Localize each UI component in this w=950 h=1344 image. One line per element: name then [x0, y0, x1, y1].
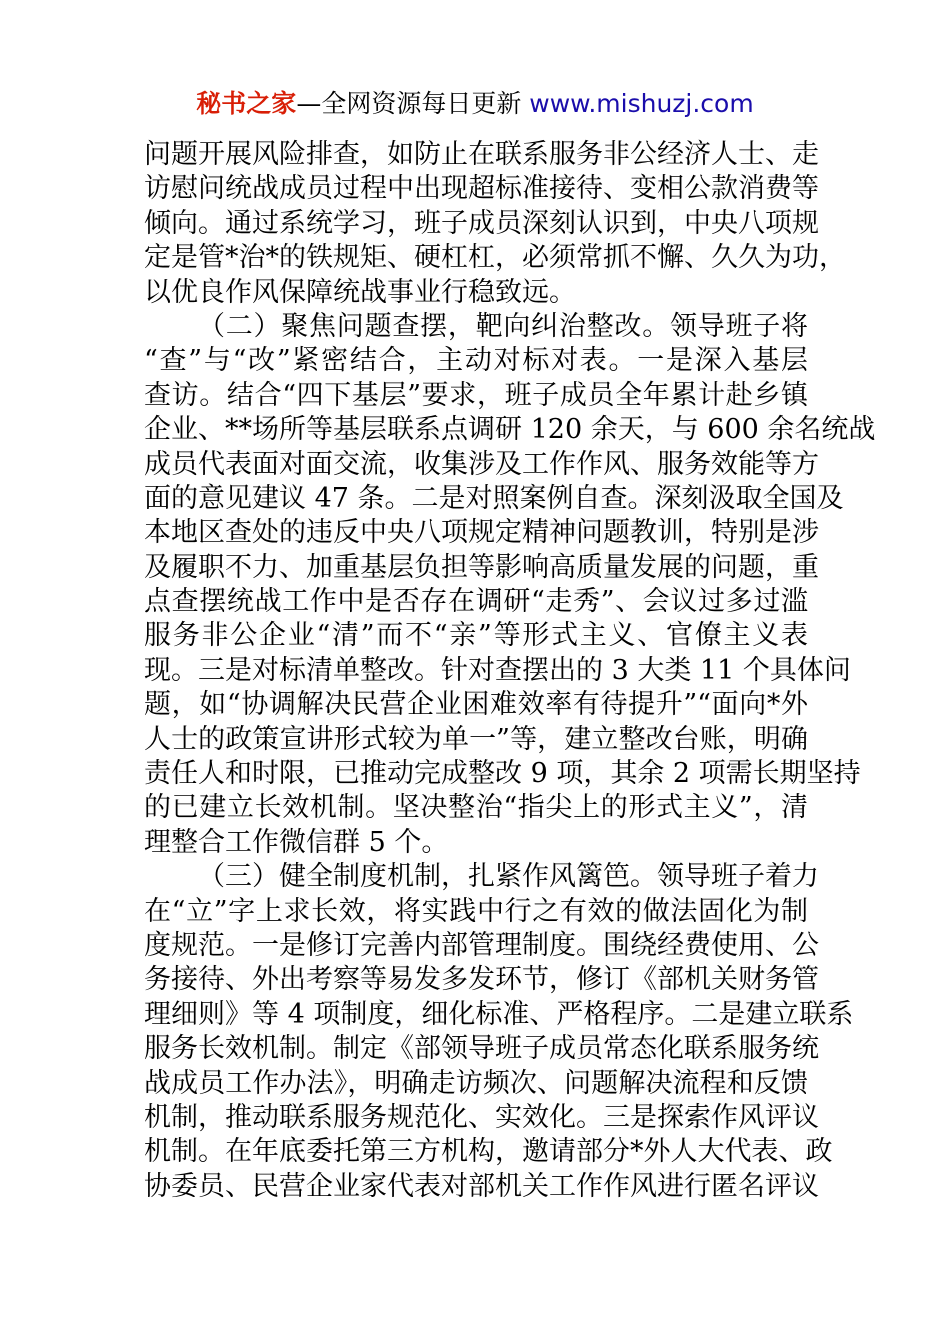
text-line: 成员代表面对面交流，收集涉及工作作风、服务效能等方: [144, 448, 819, 480]
text-line: 机制。在年底委托第三方机构，邀请部分*外人大代表、政: [144, 1136, 833, 1168]
text-line: 题，如“协调解决民营企业困难效率有待提升”“面向*外: [144, 689, 808, 721]
document-body: [144, 138, 876, 1204]
text-line: 查访。结合“四下基层”要求，班子成员全年累计赴乡镇: [144, 379, 808, 411]
site-brand: 秘书之家: [196, 89, 297, 118]
text-line: 责任人和时限，已推动完成整改 9 项，其余 2 项需长期坚持: [144, 758, 861, 790]
text-line: 的已建立长效机制。坚决整治“指尖上的形式主义”，清: [144, 792, 808, 824]
text-line: 服务长效机制。制定《部领导班子成员常态化联系服务统: [144, 1033, 819, 1065]
text-line: （二）聚焦问题查摆，靶向纠治整改。领导班子将: [198, 310, 808, 342]
text-line: 理细则》等 4 项制度，细化标准、严格程序。二是建立联系: [144, 998, 854, 1030]
text-line: “查”与“改”紧密结合，主动对标对表。一是深入基层: [144, 345, 808, 377]
text-line: （三）健全制度机制，扎紧作风篱笆。领导班子着力: [198, 861, 819, 893]
text-line: 在“立”字上求长效，将实践中行之有效的做法固化为制: [144, 895, 808, 927]
site-url-link[interactable]: www.mishuzj.com: [529, 89, 754, 118]
text-line: 战成员工作办法》，明确走访频次、问题解决流程和反馈: [144, 1067, 808, 1099]
paragraph: [144, 138, 846, 310]
text-line: 点查摆统战工作中是否存在调研“走秀”、会议过多过滥: [144, 586, 808, 618]
paragraph: [144, 860, 854, 1204]
text-line: 度规范。一是修订完善内部管理制度。围绕经费使用、公: [144, 929, 819, 961]
text-line: 服务非公企业“清”而不“亲”等形式主义、官僚主义表: [144, 620, 808, 652]
text-line: 访慰问统战成员过程中出现超标准接待、变相公款消费等: [144, 173, 819, 205]
site-header: [0, 86, 950, 122]
text-line: 协委员、民营企业家代表对部机关工作作风进行匿名评议: [144, 1170, 819, 1202]
text-line: 现。三是对标清单整改。针对查摆出的 3 大类 11 个具体问: [144, 654, 851, 686]
paragraph: [144, 310, 876, 860]
text-line: 定是管*治*的铁规矩、硬杠杠，必须常抓不懈、久久为功，: [144, 242, 846, 274]
text-line: 及履职不力、加重基层负担等影响高质量发展的问题，重: [144, 551, 819, 583]
text-line: 企业、**场所等基层联系点调研 120 余天，与 600 余名统战: [144, 414, 876, 446]
header-dash: —: [296, 89, 322, 118]
text-line: 面的意见建议 47 条。二是对照案例自查。深刻汲取全国及: [144, 482, 844, 514]
text-line: 务接待、外出考察等易发多发环节，修订《部机关财务管: [144, 964, 819, 996]
text-line: 以优良作风保障统战事业行稳致远。: [144, 276, 576, 308]
text-line: 本地区查处的违反中央八项规定精神问题教训，特别是涉: [144, 517, 819, 549]
text-line: 倾向。通过系统学习，班子成员深刻认识到，中央八项规: [144, 207, 819, 239]
text-line: 人士的政策宣讲形式较为单一”等，建立整改台账，明确: [144, 723, 808, 755]
site-slogan: 全网资源每日更新: [321, 89, 522, 118]
text-line: 机制，推动联系服务规范化、实效化。三是探索作风评议: [144, 1101, 819, 1133]
text-line: 理整合工作微信群 5 个。: [144, 826, 449, 858]
text-line: 问题开展风险排查，如防止在联系服务非公经济人士、走: [144, 139, 819, 170]
